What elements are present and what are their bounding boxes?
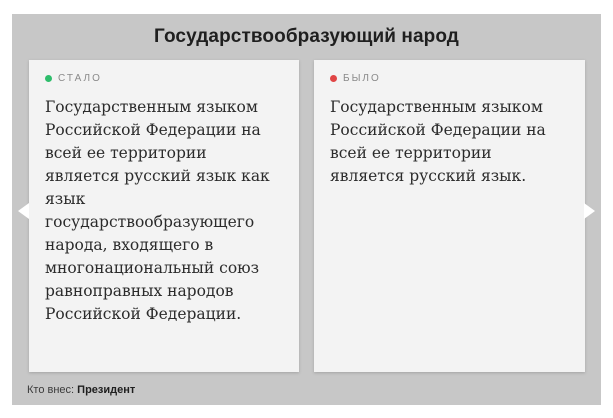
chevron-right-icon[interactable] xyxy=(584,203,595,219)
footer-label: Кто внес: xyxy=(27,384,78,396)
card-new xyxy=(29,60,299,372)
footer-author xyxy=(27,384,135,396)
card-header xyxy=(330,72,569,84)
card-old xyxy=(314,60,585,372)
card-label: БЫЛО xyxy=(343,72,381,84)
status-dot-red xyxy=(330,75,337,82)
card-text: Государственным языком Российской Федерации на всей ее территории является русский язык. xyxy=(330,98,546,185)
card-text: Государственным языком Российской Федерации на всей ее территории является русский язык как язык государствообразующего народа, входящего в многонациональный союз равноправных народов Российской Федерации. xyxy=(45,98,270,323)
comparison-widget xyxy=(12,14,601,405)
card-label: СТАЛО xyxy=(58,72,102,84)
card-header xyxy=(45,72,283,84)
footer-value: Президент xyxy=(77,384,136,396)
widget-title: Государствообразующий народ xyxy=(154,26,459,47)
chevron-left-icon[interactable] xyxy=(18,203,29,219)
status-dot-green xyxy=(45,75,52,82)
